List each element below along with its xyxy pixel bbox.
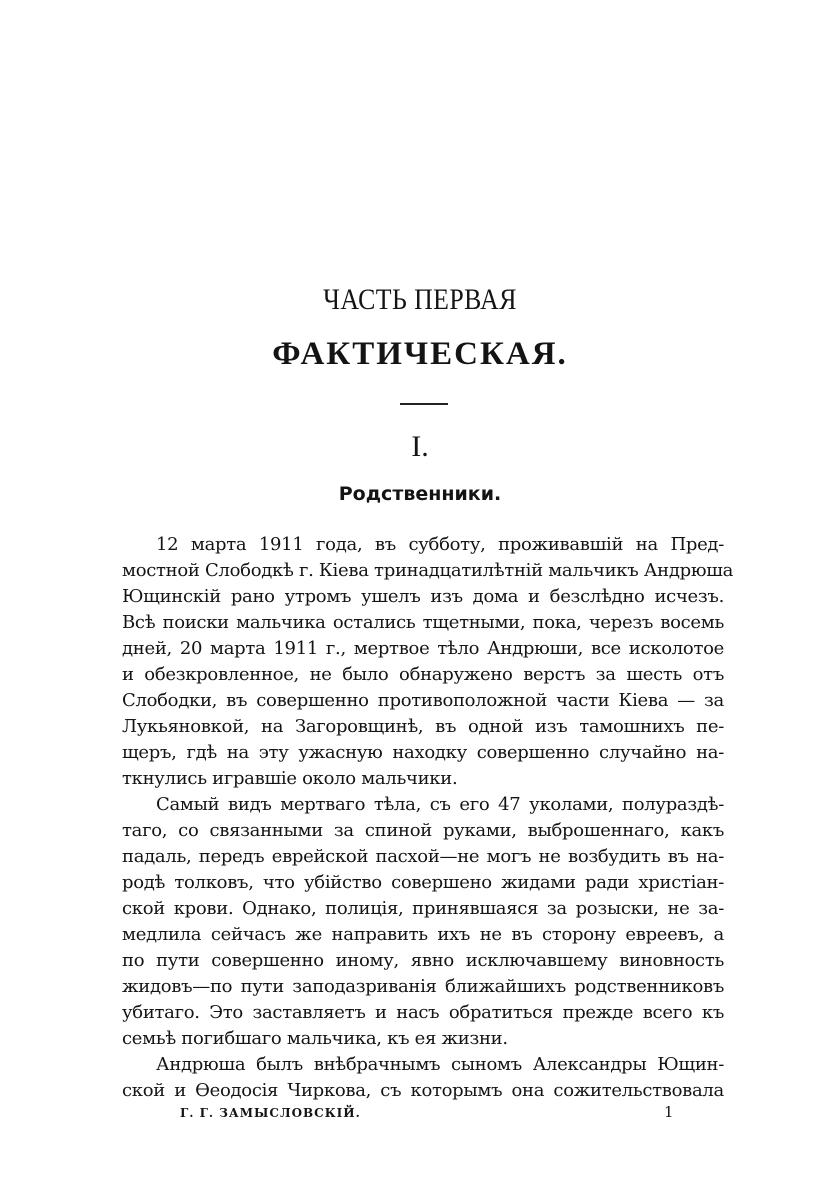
chapter-title: Родственники. — [338, 483, 502, 505]
text-line: Ющинскій рано утромъ ушелъ изъ дома и безслѣдно исчезъ. — [122, 586, 724, 607]
text-line: мостной Слободкѣ г. Кіева тринадцатилѣтній мальчикъ Андрюша — [122, 560, 734, 581]
text-line: родѣ толковъ, что убійство совершено жидами ради христіан- — [122, 872, 724, 893]
text-line: ской крови. Однако, полиція, принявшаяся за розыски, не за- — [122, 898, 724, 919]
part-title: ЧАСТЬ ПЕРВАЯ — [323, 283, 517, 316]
text-line: Андрюша былъ внѣбрачнымъ сыномъ Александры Ющин- — [156, 1054, 724, 1075]
text-line: по пути совершенно иному, явно исключавшему виновность — [122, 950, 724, 971]
text-line: падаль, передъ еврейской пасхой—не могъ не возбудить въ на- — [122, 846, 724, 867]
text-line: семьѣ погибшаго мальчика, къ ея жизни. — [122, 1028, 508, 1049]
text-line: жидовъ—по пути заподазриванія ближайшихъ родственниковъ — [122, 976, 724, 997]
text-line: Самый видъ мертваго тѣла, съ его 47 уколами, полураздѣ- — [156, 794, 724, 815]
text-line: Всѣ поиски мальчика остались тщетными, пока, черезъ восемь — [122, 612, 724, 633]
part-subtitle: ФАКТИЧЕСКАЯ. — [272, 336, 568, 372]
text-line: 12 марта 1911 года, въ субботу, проживавшій на Пред- — [156, 534, 724, 555]
text-line: убитаго. Это заставляетъ и насъ обратиться прежде всего къ — [122, 1002, 724, 1023]
text-line: ткнулись игравшіе около мальчики. — [122, 768, 458, 789]
page-number: 1 — [664, 1103, 674, 1121]
text-line: и обезкровленное, не было обнаружено верстъ за шесть отъ — [122, 664, 724, 685]
text-line: медлила сейчасъ же направить ихъ не въ сторону евреевъ, а — [122, 924, 724, 945]
text-line: Лукьяновкой, на Загоровщинѣ, въ одной изъ тамошнихъ пе- — [122, 716, 724, 737]
text-line: дней, 20 марта 1911 г., мертвое тѣло Андрюши, все исколотое — [122, 638, 724, 659]
footer-signature: Г. Г. ЗАМЫСЛОВСКІЙ. — [180, 1106, 361, 1120]
text-line: таго, со связанными за спиной руками, выброшеннаго, какъ — [122, 820, 724, 841]
text-line: Слободки, въ совершенно противоположной части Кіева — за — [122, 690, 724, 711]
chapter-number: I. — [411, 430, 429, 463]
text-line: ской и Ѳеодосія Чиркова, съ которымъ она сожительствовала — [122, 1080, 724, 1101]
text-line: щеръ, гдѣ на эту ужасную находку совершенно случайно на- — [122, 742, 724, 763]
